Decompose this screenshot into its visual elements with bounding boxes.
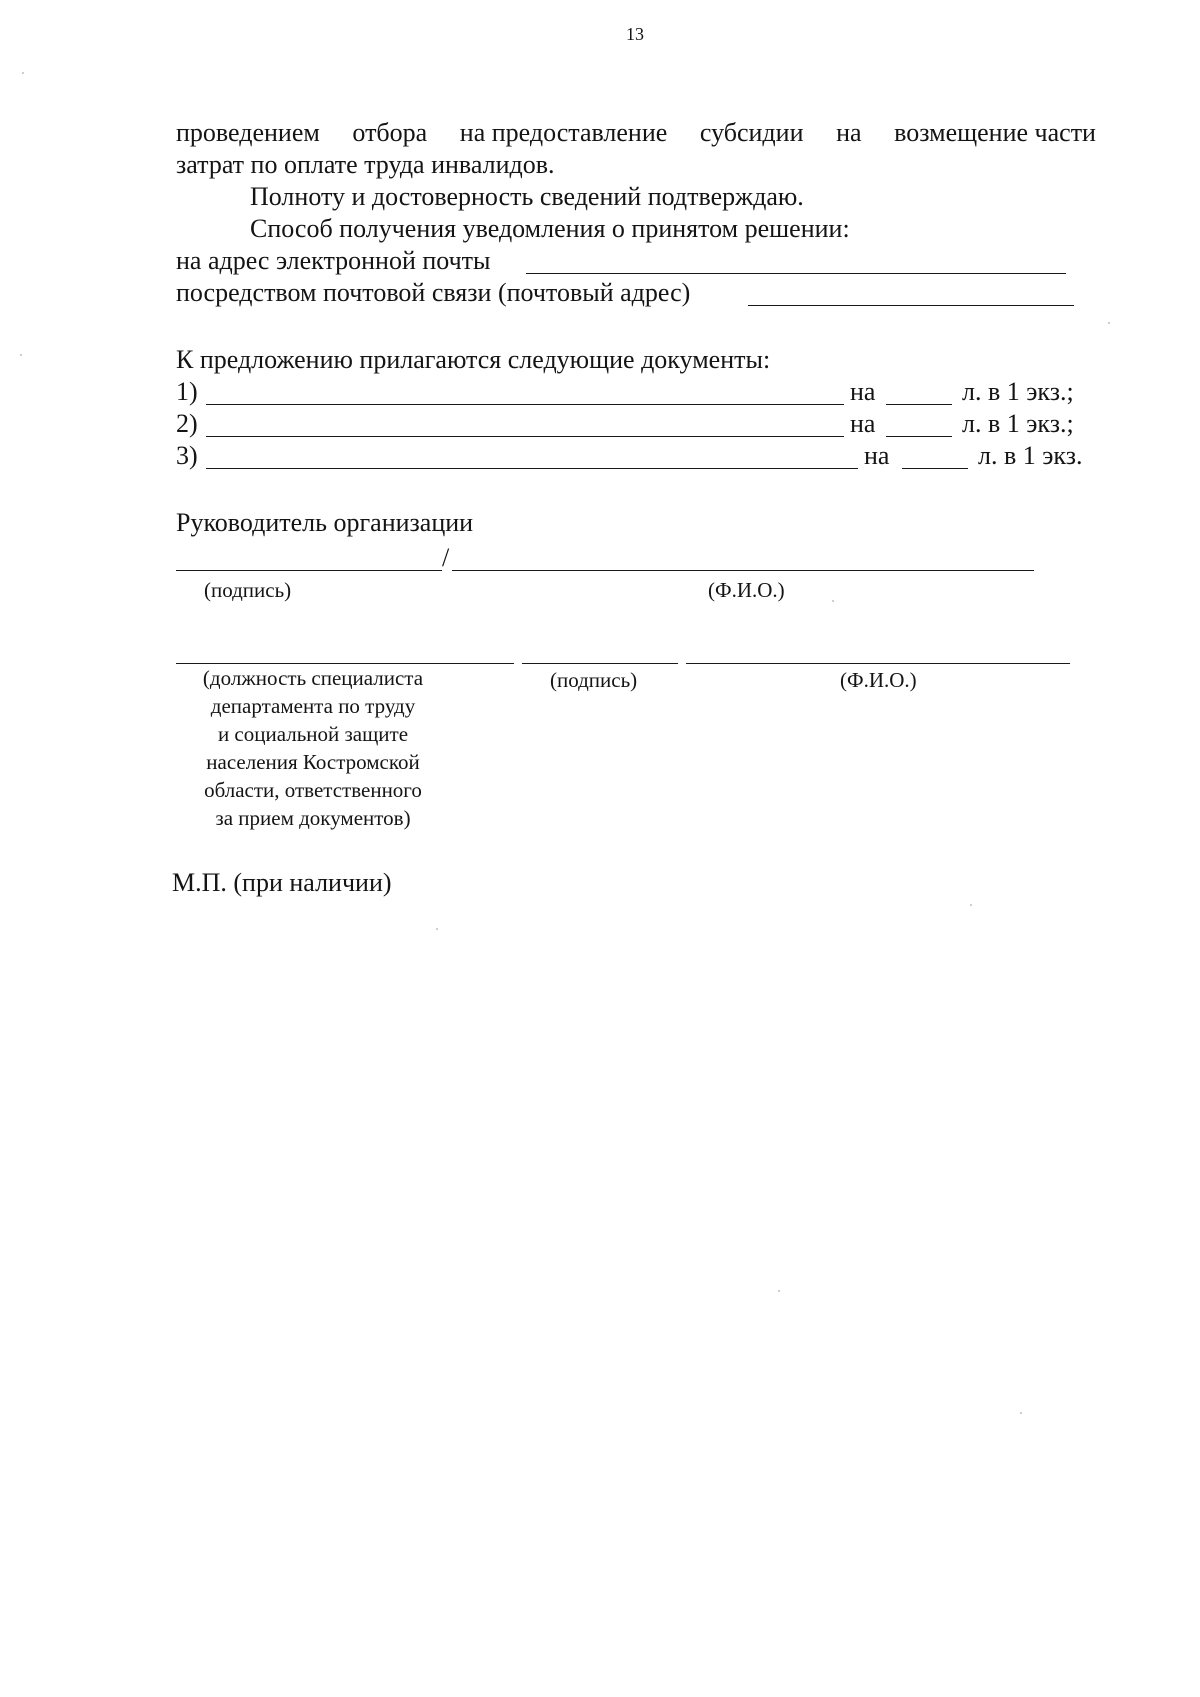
attachment-pages-field-line[interactable] [886, 436, 952, 437]
postal-address-field-line[interactable] [748, 305, 1074, 306]
specialist-caption-line: департамента по труду [210, 694, 416, 718]
scan-speck [832, 600, 834, 602]
scan-speck [22, 72, 24, 74]
attachment-name-field-line[interactable] [206, 436, 844, 437]
slash-separator: / [442, 543, 450, 572]
scan-speck [1020, 1412, 1022, 1414]
email-label: на адрес электронной почты [176, 246, 491, 275]
scan-speck [20, 354, 22, 356]
attachment-number: 3) [176, 441, 198, 470]
intro-word: отбора [352, 118, 428, 147]
head-signature-field-line[interactable] [176, 570, 442, 571]
postal-label: посредством почтовой связи (почтовый адрес) [176, 278, 691, 307]
specialist-fio-field-line[interactable] [686, 663, 1070, 664]
confirmation-text: Полноту и достоверность сведений подтверждаю. [250, 182, 804, 211]
specialist-signature-field-line[interactable] [522, 663, 678, 664]
specialist-caption-line: за прием документов) [215, 806, 411, 830]
head-of-organization-title: Руководитель организации [176, 508, 474, 537]
attachment-na: на [850, 409, 876, 438]
attachment-name-field-line[interactable] [206, 404, 844, 405]
scan-speck [970, 904, 972, 906]
attachment-na: на [850, 377, 876, 406]
specialist-caption-line: населения Костромской [206, 750, 420, 774]
scan-speck [1108, 322, 1110, 324]
attachment-number: 1) [176, 377, 198, 406]
intro-word: на предоставление [459, 118, 668, 147]
scan-speck [436, 928, 438, 930]
stamp-label: М.П. (при наличии) [172, 868, 392, 897]
intro-line-2: затрат по оплате труда инвалидов. [176, 150, 555, 179]
attachment-pages-field-line[interactable] [902, 468, 968, 469]
specialist-caption-line: и социальной защите [217, 722, 409, 746]
page-number: 13 [626, 24, 644, 44]
attachment-number: 2) [176, 409, 198, 438]
notification-method-title: Способ получения уведомления о принятом решении: [250, 214, 850, 243]
intro-word: возмещение части [894, 118, 1096, 147]
intro-word: на [836, 118, 862, 147]
specialist-fio-caption: (Ф.И.О.) [840, 668, 917, 692]
attachments-title: К предложению прилагаются следующие документы: [176, 345, 771, 374]
attachment-copies-suffix: л. в 1 экз. [978, 441, 1083, 470]
specialist-position-caption [178, 664, 448, 832]
intro-line-1 [176, 118, 1096, 148]
specialist-caption-line: области, ответственного [204, 778, 422, 802]
email-field-line[interactable] [526, 273, 1066, 274]
attachment-copies-suffix: л. в 1 экз.; [962, 409, 1074, 438]
head-fio-field-line[interactable] [452, 570, 1034, 571]
attachment-name-field-line[interactable] [206, 468, 858, 469]
specialist-caption-line: (должность специалиста [202, 666, 424, 690]
attachment-na: на [864, 441, 890, 470]
head-fio-caption: (Ф.И.О.) [708, 578, 785, 602]
attachment-copies-suffix: л. в 1 экз.; [962, 377, 1074, 406]
head-signature-caption: (подпись) [204, 578, 292, 602]
intro-word: субсидии [699, 118, 804, 147]
attachment-pages-field-line[interactable] [886, 404, 952, 405]
specialist-signature-caption: (подпись) [550, 668, 638, 692]
scan-speck [778, 1290, 780, 1292]
intro-word: проведением [176, 118, 320, 147]
